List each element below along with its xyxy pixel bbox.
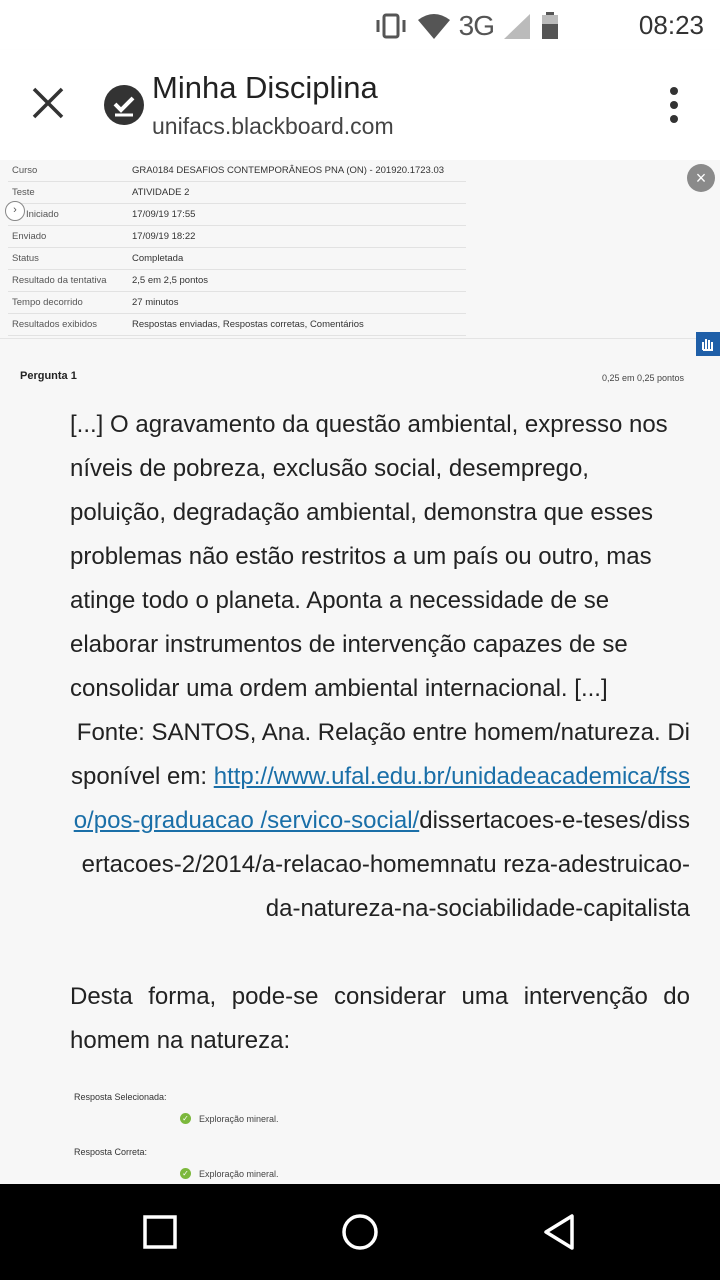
table-row — [8, 314, 466, 336]
summary-value: 27 minutos — [128, 292, 466, 314]
vibrate-icon — [373, 12, 409, 40]
question-points: 0,25 em 0,25 pontos — [601, 373, 684, 383]
page-content — [0, 160, 720, 1184]
selected-answer-text: Exploração mineral. — [199, 1113, 279, 1124]
summary-value: 17/09/19 18:22 — [128, 226, 466, 248]
network-type: 3G — [458, 10, 494, 41]
system-nav-bar — [0, 1184, 720, 1280]
selected-answer-label: Resposta Selecionada: — [74, 1092, 167, 1102]
summary-value: 2,5 em 2,5 pontos — [128, 270, 466, 292]
more-options-icon[interactable] — [664, 86, 684, 124]
accessibility-hand-icon[interactable] — [696, 332, 720, 356]
question-label: Pergunta 1 — [20, 370, 77, 382]
correct-answer — [180, 1168, 279, 1179]
selected-answer — [180, 1113, 279, 1124]
secure-site-icon[interactable] — [104, 85, 144, 125]
correct-check-icon: ✓ — [180, 1113, 191, 1124]
wifi-icon — [417, 12, 451, 40]
question-text: [...] O agravamento da questão ambiental, expresso nos níveis de pobreza, exclusão social, desemprego, poluição, degradação ambiental, demonstra que esses problemas não estão restritos a um país ou outro, mas atinge todo o planeta. Aponta a necessidade de se elaborar instrumentos de intervenção capazes de se consolidar uma ordem ambiental internacional. [...] — [70, 411, 668, 702]
check-icon — [104, 85, 144, 125]
correct-answer-text: Exploração mineral. — [199, 1168, 279, 1179]
source-rest: dissertacoes-e-teses/dissertacoes-2/2014/a-relacao-homemnatu reza-adestruicao-da-natureza-na-sociabilidade-capitalista — [81, 807, 690, 922]
hand-icon — [696, 332, 720, 356]
table-row — [8, 204, 466, 226]
summary-label: Resultado da tentativa — [8, 270, 128, 292]
table-row — [8, 226, 466, 248]
summary-label: Resultados exibidos — [8, 314, 128, 336]
page-title: Minha Disciplina — [152, 70, 378, 105]
signal-icon — [502, 12, 532, 40]
browser-app-bar — [0, 50, 720, 160]
recents-icon[interactable] — [140, 1212, 180, 1252]
summary-label: Iniciado — [8, 204, 128, 226]
clock: 08:23 — [638, 10, 704, 40]
close-panel-icon[interactable]: × — [687, 164, 715, 192]
summary-value: 17/09/19 17:55 — [128, 204, 466, 226]
status-icons — [373, 10, 560, 42]
summary-label: Curso — [8, 160, 128, 182]
correct-answer-label: Resposta Correta: — [74, 1147, 148, 1157]
status-bar — [0, 0, 720, 50]
summary-value: ATIVIDADE 2 — [128, 182, 466, 204]
summary-label: Status — [8, 248, 128, 270]
summary-label: Enviado — [8, 226, 128, 248]
attempt-summary-table — [8, 160, 466, 336]
question-prompt: Desta forma, pode-se considerar uma intervenção do homem na natureza: — [70, 983, 690, 1054]
table-row — [8, 270, 466, 292]
table-row — [8, 292, 466, 314]
divider — [0, 338, 720, 339]
page-domain: unifacs.blackboard.com — [152, 113, 394, 139]
table-row — [8, 182, 466, 204]
summary-label: Teste — [8, 182, 128, 204]
close-icon[interactable] — [30, 85, 66, 121]
summary-value: Completada — [128, 248, 466, 270]
expand-arrow-icon[interactable]: › — [5, 201, 25, 221]
question-body — [70, 403, 690, 1063]
summary-label: Tempo decorrido — [8, 292, 128, 314]
source-link[interactable]: http://www.ufal.edu.br/unidadeacademica/fsso/pos-graduacao /servico-social/ — [73, 763, 690, 834]
home-icon[interactable] — [340, 1212, 380, 1252]
table-row — [8, 160, 466, 182]
battery-icon — [540, 12, 560, 40]
source-text: Fonte: SANTOS, Ana. Relação entre homem/natureza. Disponível em: — [70, 719, 690, 790]
summary-value: GRA0184 DESAFIOS CONTEMPORÂNEOS PNA (ON) - 201920.1723.03 — [128, 160, 466, 182]
question-source — [70, 711, 690, 931]
table-row — [8, 248, 466, 270]
correct-check-icon: ✓ — [180, 1168, 191, 1179]
summary-value: Respostas enviadas, Respostas corretas, Comentários — [128, 314, 466, 336]
back-icon[interactable] — [540, 1212, 580, 1252]
